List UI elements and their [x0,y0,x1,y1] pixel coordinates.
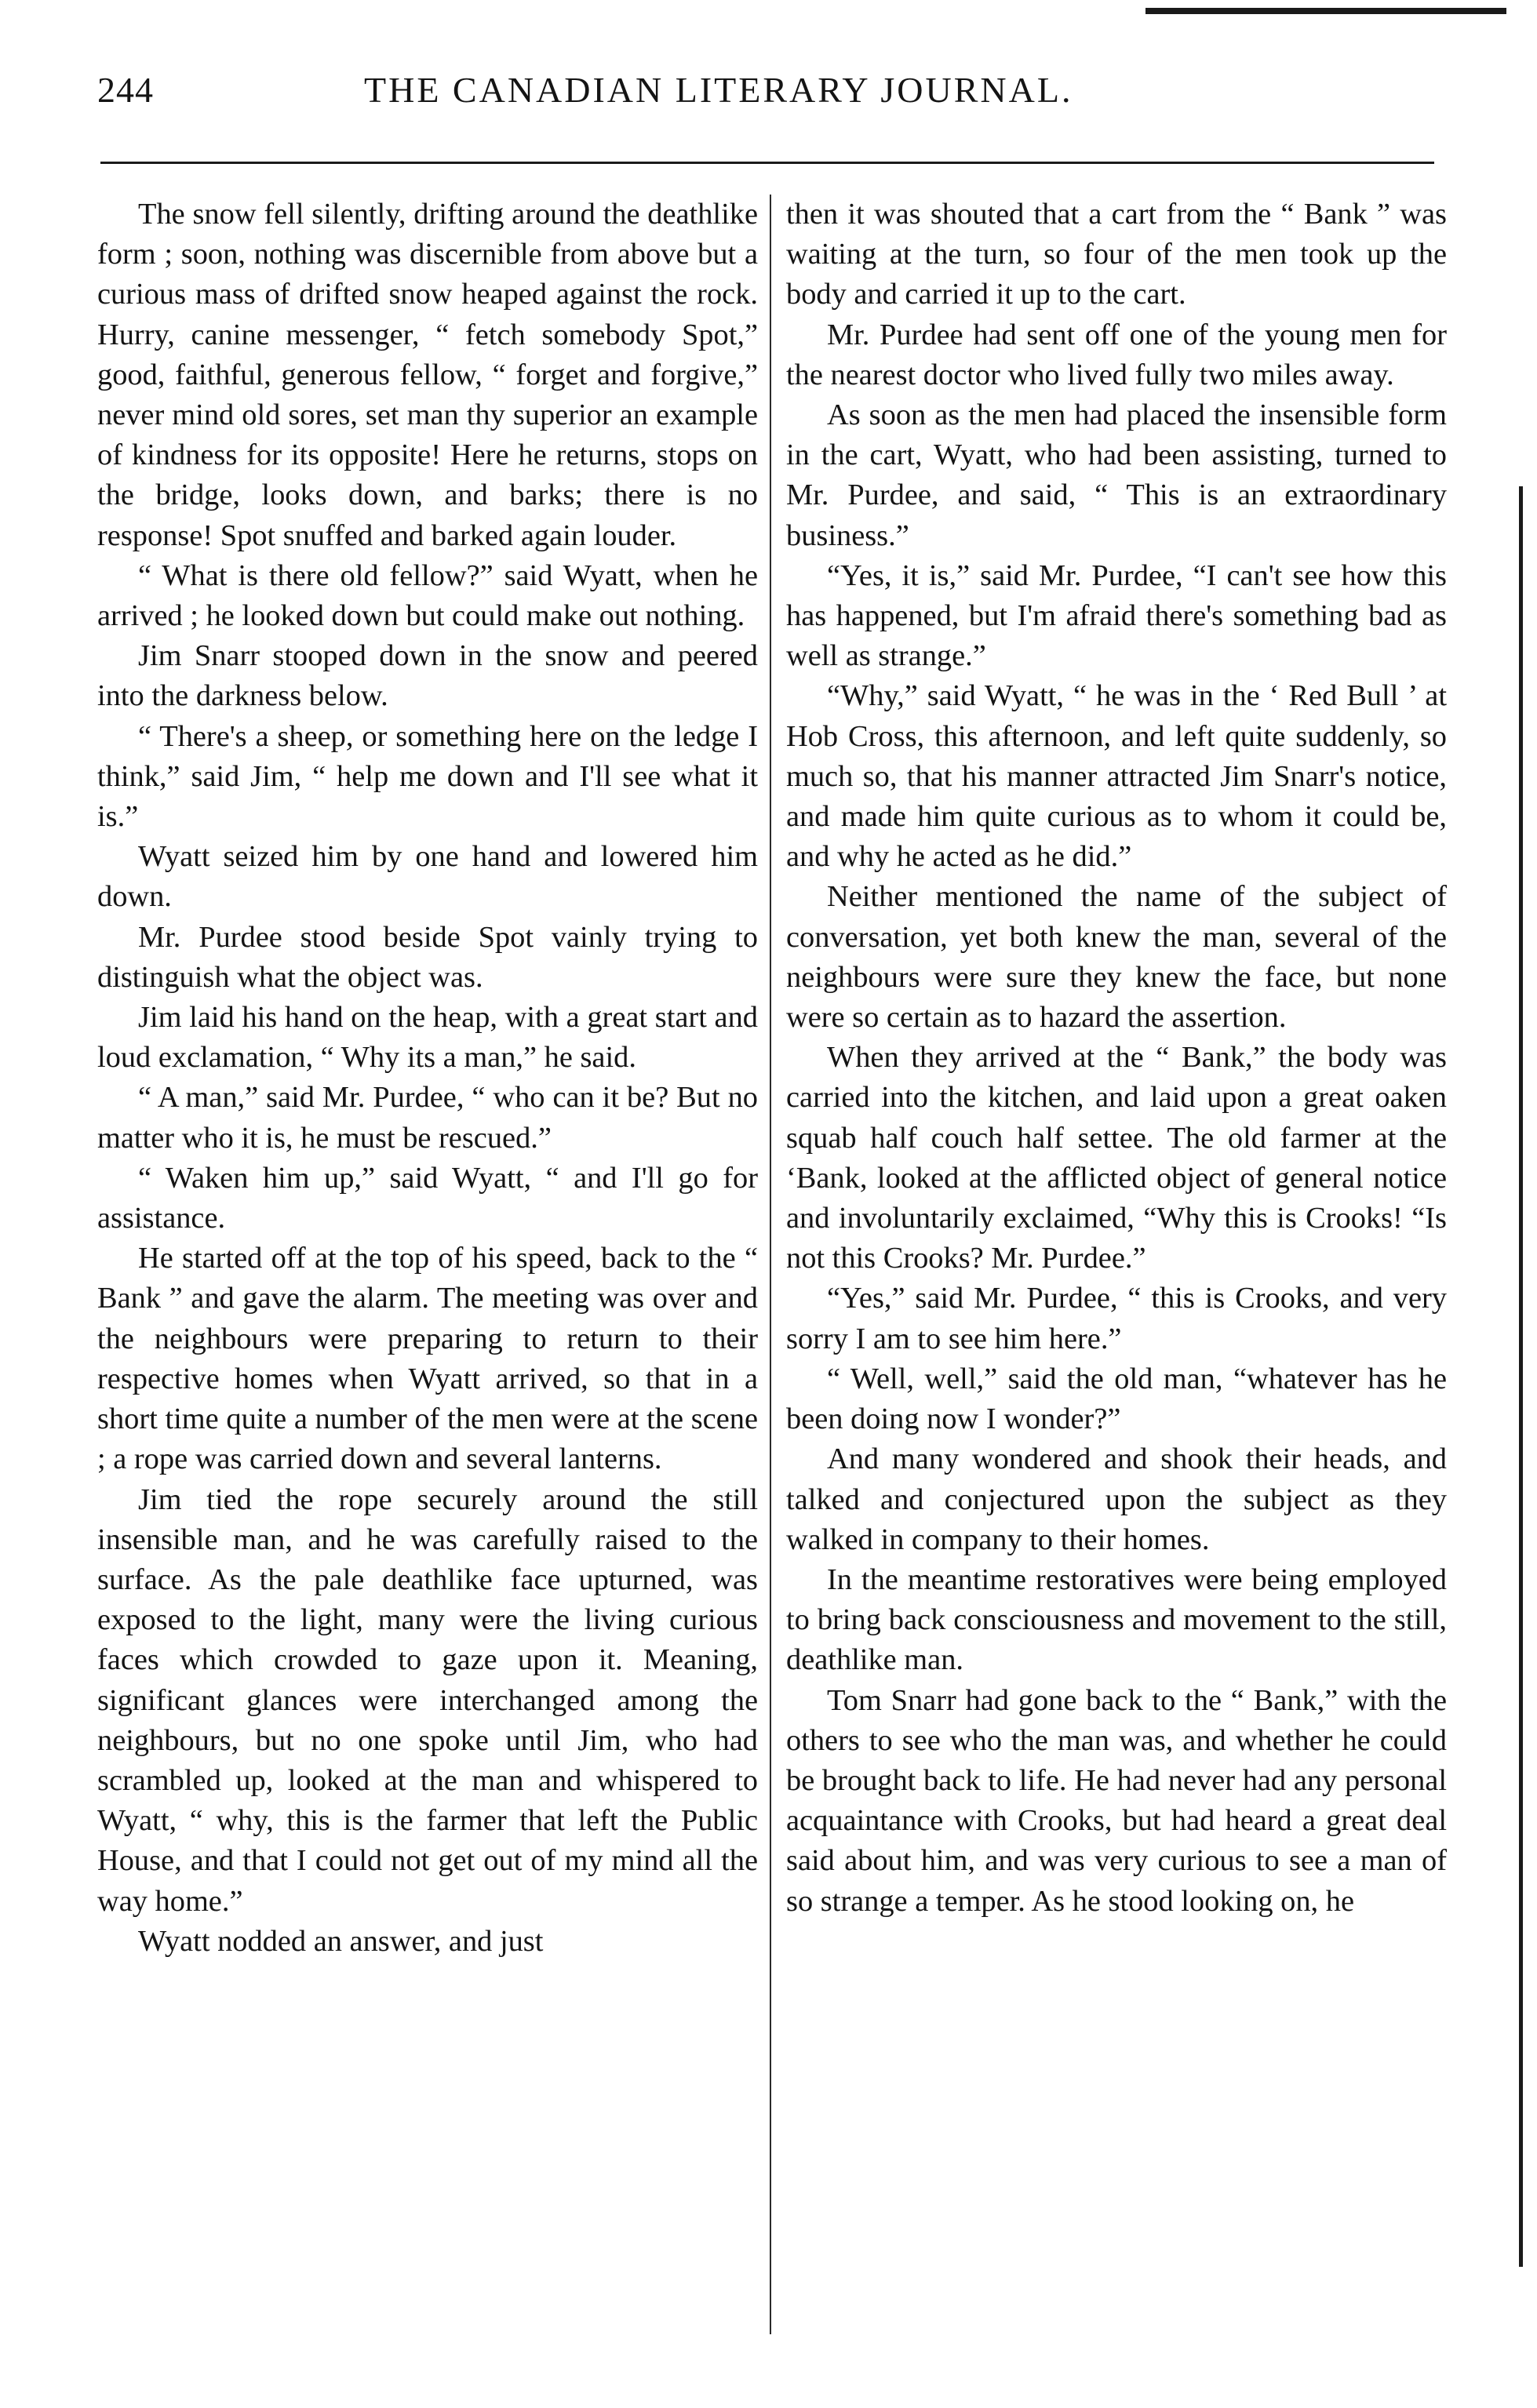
paragraph: then it was shouted that a cart from the “ Bank ” was waiting at the turn, so four of the men took up the body and carried it up to the cart. [786,198,1447,311]
paragraph: “ A man,” said Mr. Purdee, “ who can it be? But no matter who it is, he must be rescued.” [97,1081,758,1155]
paragraph: The snow fell silently, drifting around the deathlike form ; soon, nothing was discernible from above but a curious mass of drifted snow heaped against the rock. Hurry, canine messenger, “ fetch somebody Spot,” good, faithful, generous fellow, “ forget and forgive,” never mind old sores, set man thy superior an example of kindness for its opposite! Here he returns, stops on the bridge, looks down, and barks; there is no response! Spot snuffed and barked again louder. [97,198,758,552]
paragraph: Jim Snarr stooped down in the snow and peered into the darkness below. [97,639,758,713]
paragraph: When they arrived at the “ Bank,” the body was carried into the kitchen, and laid upon a great oaken squab half couch half settee. The old farmer at the ‘Bank, looked at the afflicted object of general notice and involuntarily exclaimed, “Why this is Crooks! “Is not this Crooks? Mr. Purdee.” [786,1041,1447,1275]
paragraph: He started off at the top of his speed, back to the “ Bank ” and gave the alarm. The meeting was over and the neighbours were preparing to return to their respective homes when Wyatt arrived, so that in a short time quite a number of the men were at the scene ; a rope was carried down and several lanterns. [97,1242,758,1476]
paragraph: In the meantime restoratives were being employed to bring back consciousness and movement to the still, deathlike man. [786,1562,1447,1677]
paragraph: “Yes, it is,” said Mr. Purdee, “I can't see how this has happened, but I'm afraid there's something bad as well as strange.” [786,558,1447,673]
paragraph: “ Waken him up,” said Wyatt, “ and I'll go for assistance. [97,1161,758,1235]
page-edge-shadow [1519,486,1523,2267]
paragraph: And many wondered and shook their heads, and talked and conjectured upon the subject as they walked in company to their homes. [786,1442,1447,1556]
paragraph: Neither mentioned the name of the subject of conversation, yet both knew the man, several of the neighbours were sure they knew the face, but none were so certain as to hazard the assertion. [786,880,1447,1035]
column-divider [770,195,771,2334]
paragraph: “ There's a sheep, or something here on the ledge I think,” said Jim, “ help me down and I'll see what it is.” [97,719,758,834]
paragraph: “Why,” said Wyatt, “ he was in the ‘ Red Bull ’ at Hob Cross, this afternoon, and left quite suddenly, so much so, that his manner attracted Jim Snarr's notice, and made him quite curious as to whom it could be, and why he acted as he did.” [786,679,1447,874]
paragraph: Tom Snarr had gone back to the “ Bank,” with the others to see who the man was, and whether he could be brought back to life. He had never had any personal acquaintance with Crooks, but had heard a great deal said about him, and was very curious to see a man of so strange a temper. As he stood looking on, he [786,1683,1447,1918]
paragraph: Wyatt nodded an answer, and just [138,1924,544,1958]
paragraph: As soon as the men had placed the insensible form in the cart, Wyatt, who had been assisting, turned to Mr. Purdee, and said, “ This is an extraordinary business.” [786,398,1447,552]
paragraph: Jim laid his hand on the heap, with a great start and loud exclamation, “ Why its a man,” he said. [97,1001,758,1075]
paragraph: “ Well, well,” said the old man, “whatever has he been doing now I wonder?” [786,1362,1447,1436]
page-number: 244 [97,70,154,110]
header-rule [100,162,1434,164]
paragraph: “ What is there old fellow?” said Wyatt, when he arrived ; he looked down but could make out nothing. [97,558,758,633]
paragraph: Mr. Purdee had sent off one of the young men for the nearest doctor who lived fully two miles away. [786,318,1447,391]
paragraph: “Yes,” said Mr. Purdee, “ this is Crooks, and very sorry I am to see him here.” [786,1282,1447,1355]
left-column [97,195,758,1962]
paragraph: Jim tied the rope securely around the still insensible man, and he was carefully raised to the surface. As the pale deathlike face upturned, was exposed to the light, many were the living curious faces which crowded to gaze upon it. Meaning, significant glances were interchanged among the neighbours, but no one spoke until Jim, who had scrambled up, looked at the man and whispered to Wyatt, “ why, this is the farmer that left the Public House, and that I could not get out of my mind all the way home.” [97,1482,758,1918]
page-header [97,69,1431,132]
top-rule [1145,8,1506,14]
paragraph: Mr. Purdee stood beside Spot vainly trying to distinguish what the object was. [97,920,758,994]
right-column [786,195,1447,1922]
paragraph: Wyatt seized him by one hand and lowered him down. [97,840,758,914]
running-title: THE CANADIAN LITERARY JOURNAL. [364,70,1073,110]
